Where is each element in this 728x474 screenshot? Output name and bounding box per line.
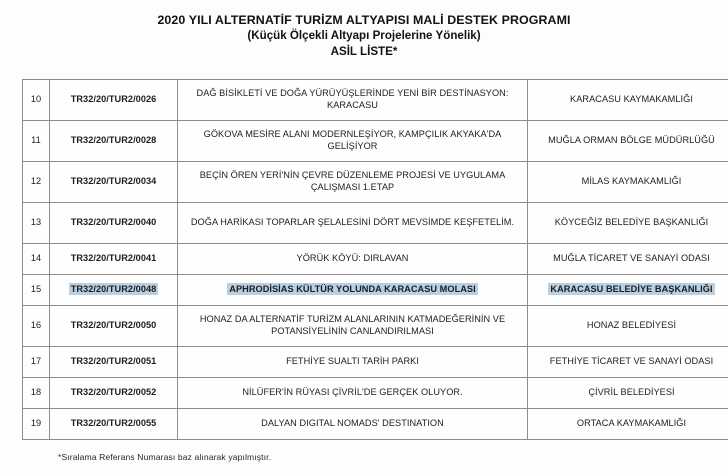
project-list-table-container [22, 79, 715, 440]
row-number-cell: 12 [23, 162, 50, 203]
row-number-cell: 15 [23, 275, 50, 306]
table-row [23, 80, 728, 121]
table-row [23, 378, 728, 409]
table-row [23, 409, 728, 440]
project-list-table-body [23, 80, 728, 440]
applicant-organization-cell: ORTACA KAYMAKAMLIĞI [528, 409, 728, 440]
applicant-organization-cell: FETHİYE TİCARET VE SANAYİ ODASI [528, 347, 728, 378]
table-row [23, 306, 728, 347]
row-number-cell: 14 [23, 244, 50, 275]
table-row [23, 203, 728, 244]
reference-number-cell: TR32/20/TUR2/0026 [50, 80, 178, 121]
project-title-cell: DOĞA HARİKASI TOPARLAR ŞELALESİNİ DÖRT MEVSİMDE KEŞFETELİM. [178, 203, 528, 244]
row-number-cell: 13 [23, 203, 50, 244]
reference-number-cell [50, 275, 178, 306]
row-number-cell: 16 [23, 306, 50, 347]
applicant-organization-cell: ÇİVRİL BELEDİYESİ [528, 378, 728, 409]
row-number-cell: 11 [23, 121, 50, 162]
reference-number-cell: TR32/20/TUR2/0028 [50, 121, 178, 162]
project-title-cell: GÖKOVA MESİRE ALANI MODERNLEŞİYOR, KAMPÇILIK AKYAKA'DA GELİŞİYOR [178, 121, 528, 162]
applicant-organization-cell: KARACASU KAYMAKAMLIĞI [528, 80, 728, 121]
project-title-cell: DAĞ BİSİKLETİ VE DOĞA YÜRÜYÜŞLERİNDE YENİ BİR DESTİNASYON: KARACASU [178, 80, 528, 121]
applicant-organization-cell: MUĞLA ORMAN BÖLGE MÜDÜRLÜĞÜ [528, 121, 728, 162]
project-title-cell: HONAZ DA ALTERNATİF TURİZM ALANLARININ KATMADEĞERİNİN VE POTANSİYELİNİN CANLANDIRILMASI [178, 306, 528, 347]
page-title: 2020 YILI ALTERNATİF TURİZM ALTYAPISI MALİ DESTEK PROGRAMI [157, 13, 571, 27]
reference-number-cell: TR32/20/TUR2/0041 [50, 244, 178, 275]
table-row [23, 244, 728, 275]
applicant-organization-cell: MİLAS KAYMAKAMLIĞI [528, 162, 728, 203]
applicant-organization-cell: KÖYCEĞİZ BELEDİYE BAŞKANLIĞI [528, 203, 728, 244]
selected-text-highlight: KARACASU BELEDİYE BAŞKANLIĞI [550, 284, 713, 295]
table-row [23, 162, 728, 203]
table-row [23, 275, 728, 306]
reference-number-cell: TR32/20/TUR2/0040 [50, 203, 178, 244]
row-number-cell: 19 [23, 409, 50, 440]
reference-number-cell: TR32/20/TUR2/0052 [50, 378, 178, 409]
applicant-organization-cell: MUĞLA TİCARET VE SANAYİ ODASI [528, 244, 728, 275]
reference-number-cell: TR32/20/TUR2/0034 [50, 162, 178, 203]
project-title-cell: BEÇİN ÖREN YERİ'NİN ÇEVRE DÜZENLEME PROJESİ VE UYGULAMA ÇALIŞMASI 1.ETAP [178, 162, 528, 203]
reference-number-cell: TR32/20/TUR2/0055 [50, 409, 178, 440]
project-title-cell: DALYAN DIGITAL NOMADS' DESTINATION [178, 409, 528, 440]
table-row [23, 347, 728, 378]
selected-text-highlight: TR32/20/TUR2/0048 [70, 284, 157, 295]
list-type-heading: ASİL LİSTE* [330, 45, 398, 58]
footnote: *Sıralama Referans Numarası baz alınarak yapılmıştır. [58, 452, 272, 462]
project-list-table [22, 79, 728, 440]
project-title-cell: YÖRÜK KÖYÜ: DIRLAVAN [178, 244, 528, 275]
reference-number-cell: TR32/20/TUR2/0051 [50, 347, 178, 378]
project-title-cell [178, 275, 528, 306]
applicant-organization-cell [528, 275, 728, 306]
row-number-cell: 18 [23, 378, 50, 409]
reference-number-cell: TR32/20/TUR2/0050 [50, 306, 178, 347]
document-title-block [0, 12, 728, 60]
selected-text-highlight: APHRODİSİAS KÜLTÜR YOLUNDA KARACASU MOLASI [229, 284, 476, 295]
table-row [23, 121, 728, 162]
row-number-cell: 17 [23, 347, 50, 378]
project-title-cell: NİLÜFER'İN RÜYASI ÇİVRİL'DE GERÇEK OLUYOR. [178, 378, 528, 409]
page-subtitle: (Küçük Ölçekli Altyapı Projelerine Yönelik) [247, 29, 481, 42]
row-number-cell: 10 [23, 80, 50, 121]
applicant-organization-cell: HONAZ BELEDİYESİ [528, 306, 728, 347]
project-title-cell: FETHİYE SUALTI TARİH PARKI [178, 347, 528, 378]
